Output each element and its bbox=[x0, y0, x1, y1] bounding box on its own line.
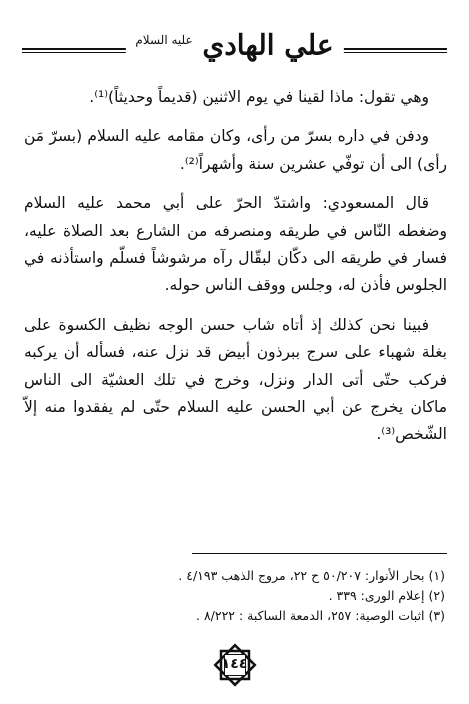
running-header bbox=[22, 14, 447, 68]
main-text bbox=[24, 84, 447, 461]
footnote-3: (٣) اثبات الوصية: ٢٥٧، الدمعة الساكبة : ٨/٢٢٢ . bbox=[195, 608, 445, 623]
footnotes bbox=[24, 566, 445, 626]
header-title-text: علي الهادي bbox=[202, 28, 334, 62]
footnote-2: (٢) إعلام الورى: ٣٣٩ . bbox=[328, 588, 445, 603]
page-number: ١٤٤ bbox=[221, 656, 248, 672]
paragraph-1: وهي تقول: ماذا لقينا في يوم الاثنين (قديماً وحديثاً)⁽¹⁾. bbox=[89, 88, 429, 106]
paragraph-4: فبينا نحن كذلك إذ أتاه شاب حسن الوجه نظيف الكسوة على بغلة شهباء على سرج ببرذون أبيض قد نزل عنه، فسأله أن يركبه فركب حتّى أتى الدار ونزل، وخرج في تلك العشيّة الى الناس ماكان يخرج عن أبي الحسن عليه السلام حتّى لم يفقدوا منه إلاّ الشّخص⁽³⁾. bbox=[24, 315, 447, 444]
header-title bbox=[125, 18, 343, 67]
footnote-1: (١) بحار الأنوار: ٥٠/٢٠٧ ح ٢٢، مروج الذهب ٤/١٩٣ . bbox=[178, 568, 445, 583]
page-number-badge bbox=[210, 640, 260, 690]
header-honorific: عليه السلام bbox=[135, 33, 193, 47]
paragraph-2: ودفن في داره بسرّ من رأى، وكان مقامه عليه السلام (بسرّ مَن رأى) الى أن توفّي عشرين سنة وأشهراً⁽²⁾. bbox=[24, 127, 447, 173]
footnote-separator bbox=[192, 553, 447, 554]
paragraph-3: قال المسعودي: واشتدّ الحرّ على أبي محمد عليه السلام وضغطه النّاس في طريقه ومنصرفه من الشارع بعد الصلاة عليه، فسار في طريقه الى دكّان لبقّال رآه مرشوشاً فسلّم واستأذنه في الجلوس فأذن له، وجلس ووقف الناس حوله. bbox=[24, 194, 447, 295]
